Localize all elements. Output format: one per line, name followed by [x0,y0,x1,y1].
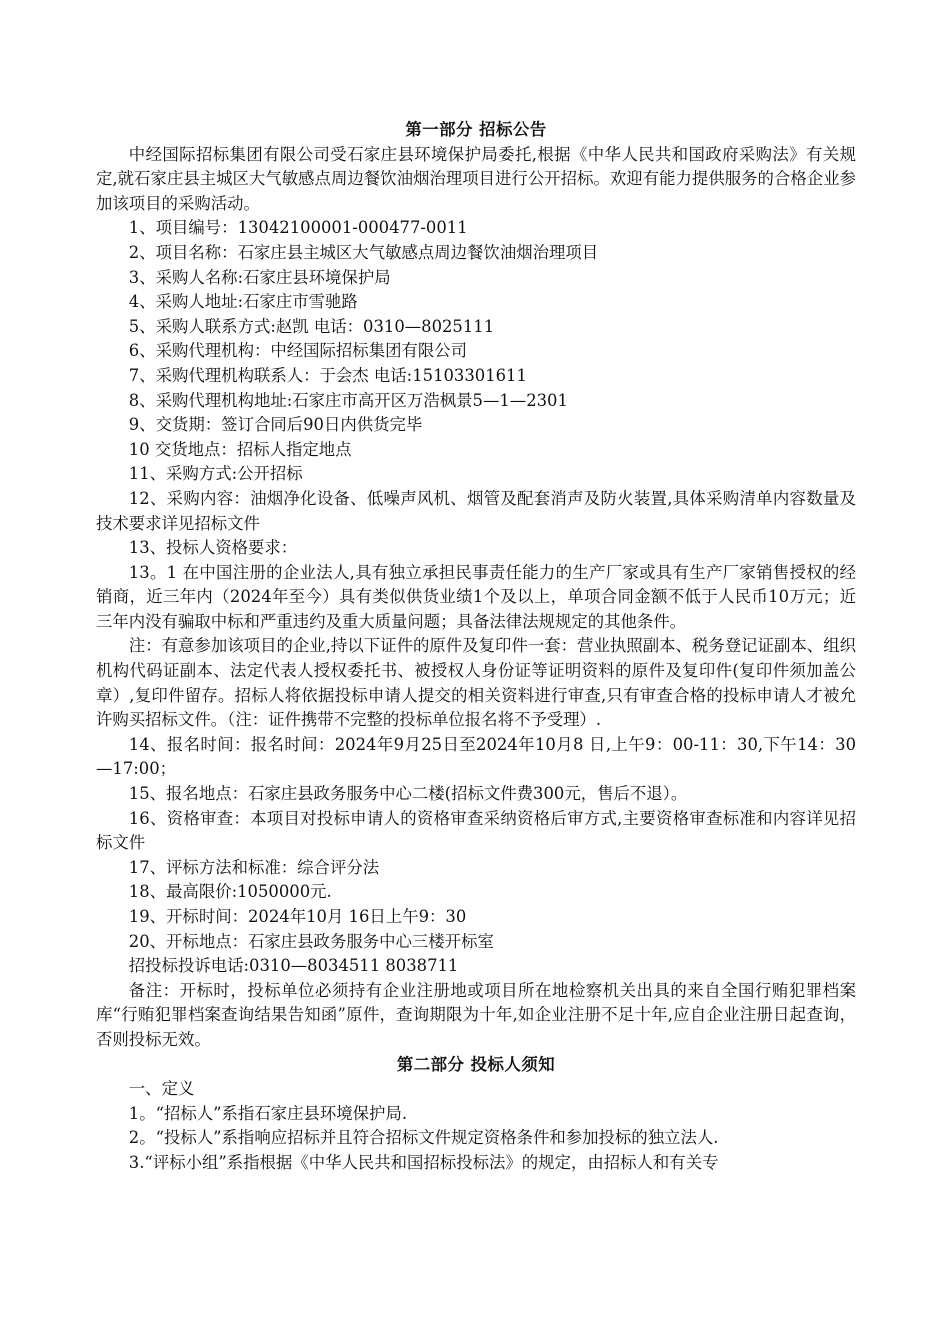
note-paragraph: 注：有意参加该项目的企业,持以下证件的原件及复印件一套：营业执照副本、税务登记证副本、组织机构代码证副本、法定代表人授权委托书、被授权人身份证等证明资料的原件及复印件(复印件须加盖公章）,复印件留存。招标人将依据投标申请人提交的相关资料进行审查,只有审查合格的投标申请人才被允许购买招标文件。（注：证件携带不完整的投标单位报名将不予受理）. [96,636,856,730]
part2-title: 第二部分 投标人须知 [396,1054,556,1074]
list-item: 8、采购代理机构地址:石家庄市高开区万浩枫景5—1—2301 [128,390,568,410]
list-item: 6、采购代理机构：中经国际招标集团有限公司 [128,341,468,361]
list-item: 18、最高限价:1050000元. [128,882,332,902]
part1-list [96,216,856,1052]
list-item: 17、评标方法和标准：综合评分法 [128,857,380,877]
list-item: 16、资格审查：本项目对投标申请人的资格审查采纳资格后审方式,主要资格审查标准和内容详见招标文件 [96,808,856,853]
part2-list [96,1077,856,1175]
list-item: 20、开标地点：石家庄县政务服务中心三楼开标室 [128,931,494,951]
part1-title: 第一部分 招标公告 [405,120,547,139]
list-item: 12、采购内容：油烟净化设备、低噪声风机、烟管及配套消声及防火装置,具体采购清单内容数量及技术要求详见招标文件 [96,488,856,533]
list-item: 9、交货期：签订合同后90日内供货完毕 [128,415,423,435]
list-item: 1。“招标人”系指石家庄县环境保护局. [128,1103,408,1123]
list-item: 15、报名地点：石家庄县政务服务中心二楼(招标文件费300元，售后不退）。 [128,784,688,804]
list-item: 10 交货地点：招标人指定地点 [128,439,352,459]
document-body [96,118,856,1176]
list-item: 2。“投标人”系指响应招标并且符合招标文件规定资格条件和参加投标的独立法人. [128,1128,719,1148]
remark-paragraph: 备注：开标时，投标单位必须持有企业注册地或项目所在地检察机关出具的来自全国行贿犯罪档案库“行贿犯罪档案查询结果告知函”原件，查询期限为十年,如企业注册不足十年,应自企业注册日起查询，否则投标无效。 [96,980,856,1049]
list-item: 13、投标人资格要求： [128,538,298,558]
part1-intro: 中经国际招标集团有限公司受石家庄县环境保护局委托,根据《中华人民共和国政府采购法》有关规定,就石家庄县主城区大气敏感点周边餐饮油烟治理项目进行公开招标。欢迎有能力提供服务的合格企业参加该项目的采购活动。 [96,144,856,213]
section-heading: 一、定义 [128,1079,195,1099]
list-item: 14、报名时间：报名时间：2024年9月25日至2024年10月8 日,上午9：00-11：30,下午14：30—17:00； [96,734,856,779]
list-item: 13。1 在中国注册的企业法人,具有独立承担民事责任能力的生产厂家或具有生产厂家销售授权的经销商，近三年内（2024年至今）具有类似供货业绩1个及以上，单项合同金额不低于人民币10万元；近三年内没有骗取中标和严重违约及重大质量问题；具备法律法规规定的其他条件。 [96,562,856,631]
list-item: 19、开标时间：2024年10月 16日上午9：30 [128,907,467,926]
list-item: 1、项目编号：13042100001-000477-0011 [128,218,468,238]
list-item: 4、采购人地址:石家庄市雪驰路 [128,292,358,312]
list-item: 7、采购代理机构联系人：于会杰 电话:15103301611 [128,365,527,385]
list-item: 5、采购人联系方式:赵凯 电话：0310—8025111 [128,316,495,336]
list-item: 3、采购人名称:石家庄县环境保护局 [128,267,391,287]
list-item: 3.“评标小组”系指根据《中华人民共和国招标投标法》的规定，由招标人和有关专 [128,1152,719,1172]
list-item: 11、采购方式:公开招标 [128,464,303,484]
list-item: 2、项目名称：石家庄县主城区大气敏感点周边餐饮油烟治理项目 [128,242,599,262]
complaint-phone: 招投标投诉电话:0310—8034511 8038711 [128,956,459,976]
